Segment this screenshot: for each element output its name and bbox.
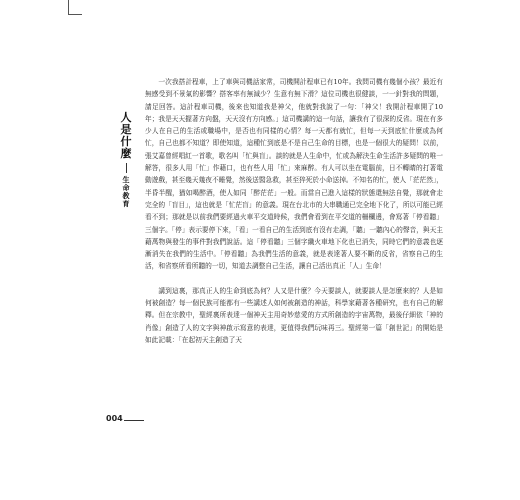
side-title-dash [126,163,127,173]
body-text [145,76,443,346]
side-title [116,112,136,208]
crop-mark-horizontal [68,14,82,15]
page-number-rule [124,420,144,421]
page-number: 004 [106,414,123,423]
paragraph: 一次我搭計程車，上了車與司機話家常，司機開計程車已有10年。我問司機有幾個小孩？最近有無感受到不景氣的影響？搭客率有無減少？生意有無下滑？這位司機也很健談，一一針對我的問題，請足回答。這計程車司機，後來也知道我是神父，他就對我說了一句：「神父！我開計程車開了10年；我是天天握著方向盤，天天沒有方向感。」這司機講的這一句話，讓我有了很深的反省。現在有多少人在自己的生活或職場中，是否也有同樣的心情？每一天都有就忙，但每一天到底忙什麼或為何忙，自己也都不知道？即使知道，這種忙到底是不是自己生命的目標，也是一個很大的疑問！以前，張艾嘉曾經唱紅一首歌，歌名叫「忙與盲」。談的就是人生命中，忙或為解決生命生活許多疑問的唯一解答，很多人用「忙」作藉口，也有些人用「忙」來麻醉。有人可以坐在電腦前，日不轉睛的打著電動遊戲，甚至幾天幾夜不睡覺，然後送醫急救，甚至猝死於小命送掉。不知名的忙，使人「茫茫然」，半昏半醒，猶如喝醉酒，使人如同「醉茫茫」一般。而當自己進入這樣的狀態還無法自覺，那就會走完全的「盲目」，這也就是「忙茫盲」的意義。現在台北市的大串職通已完全地下化了，所以可能已經看不到；那就是以前我們要經過火車平交道時候，我們會看到在平交道的柵欄邊，會寫著「停看聽」三個字。「停」表示要停下來，「看」一看自己的生活到底有沒有走調，「聽」一聽內心的聲音，與天主藉萬物與發生的事件對我們說話。這「停看聽」三個字纖火車地下化也已消失，同時它們的意義也逐漸消失在我們的生活中。「停看聽」為我們生活的意義，就是表達著人要不斷的反省，省察自己的生活，和省察所看所聽的一切，知道去調整自己生活，讓自己活出真正「人」生命！ [145,78,443,271]
side-title-main: 人是什麼 [120,111,132,160]
crop-mark-vertical [68,0,69,14]
side-title-sub: 生命教育 [122,176,130,208]
paragraph: 講到這裏，那真正人的生命到底為何？人又是什麼？今天要談人，就要談人是怎麼來的？人是如何被創造？每一個民族可能都有一些講述人如何被創造的神話，科學家藉著各種研究，也有自己的解釋。但在宗教中，聖經裏所表達一個神天主用奇妙慈愛的方式所創造的宇宙萬物，最後仔細依「神的肖像」創造了人的文字與神啟示寫意的表達，更值得我們玩味再三。聖經第一篇「創世記」的開始是如此記載：「在起初天主創造了天 [145,286,443,344]
